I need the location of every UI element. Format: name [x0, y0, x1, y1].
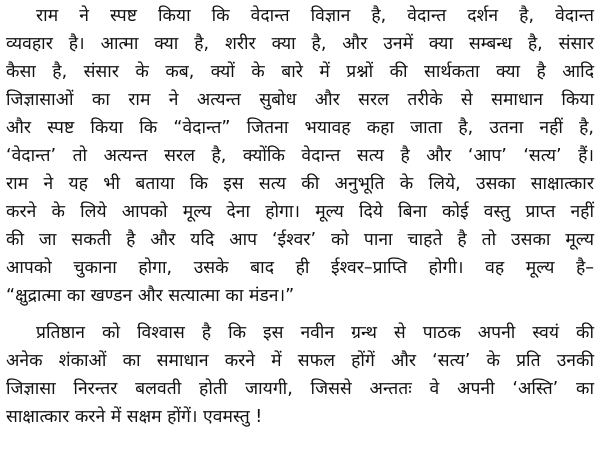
paragraph-1-line-8: करने के लिये आपको मूल्य देना होगा। मूल्य दिये बिना कोई वस्तु प्राप्त नहीं: [6, 202, 594, 222]
paragraph-1-line-9: की जा सकती है और यदि आप ‘ईश्वर’ को पाना चाहते है तो उसका मूल्य: [6, 230, 594, 250]
paragraph-2-line-4: साक्षात्कार करने में सक्षम होंगें। एवमस्तु !: [6, 407, 263, 427]
paragraph-1-line-10: आपको चुकाना होगा, उसके बाद ही ईश्वर–प्राप्ति होगी। वह मूल्य है–: [6, 258, 594, 278]
paragraph-1-line-2: व्यवहार है। आत्मा क्या है, शरीर क्या है, और उनमें क्या सम्बन्ध है, संसार: [6, 34, 594, 54]
paragraph-1-line-6: ‘वेदान्त’ तो अत्यन्त सरल है, क्योंकि वेदान्त सत्य है और ‘आप’ ‘सत्य’ हैं।: [6, 146, 594, 166]
paragraph-1-line-3: कैसा है, संसार के कब, क्यों के बारे में प्रश्नों की सार्थकता क्या है आदि: [6, 62, 594, 82]
paragraph-2-line-1: प्रतिष्ठान को विश्वास है कि इस नवीन ग्रन्थ से पाठक अपनी स्वयं की: [36, 323, 594, 343]
paragraph-1-line-4: जिज्ञासाओं का राम ने अत्यन्त सुबोध और सरल तरीके से समाधान किया: [6, 90, 594, 110]
paragraph-1-line-11: “क्षुद्रात्मा का खण्डन और सत्यात्मा का मंडन।”: [6, 286, 295, 306]
paragraph-2-line-3: जिज्ञासा निरन्तर बलवती होती जायगी, जिससे अन्ततः वे अपनी ‘अस्ति’ का: [6, 379, 594, 399]
paragraph-1-line-5: और स्पष्ट किया कि “वेदान्त” जितना भयावह कहा जाता है, उतना नहीं है,: [6, 118, 594, 138]
paragraph-1-line-7: राम ने यह भी बताया कि इस सत्य की अनुभूति के लिये, उसका साक्षात्कार: [6, 174, 594, 194]
paragraph-2-line-2: अनेक शंकाओं का समाधान करने में सफल होंगें और ‘सत्य’ के प्रति उनकी: [6, 351, 594, 371]
paragraph-1-line-1: राम ने स्पष्ट किया कि वेदान्त विज्ञान है, वेदान्त दर्शन है, वेदान्त: [36, 6, 594, 26]
